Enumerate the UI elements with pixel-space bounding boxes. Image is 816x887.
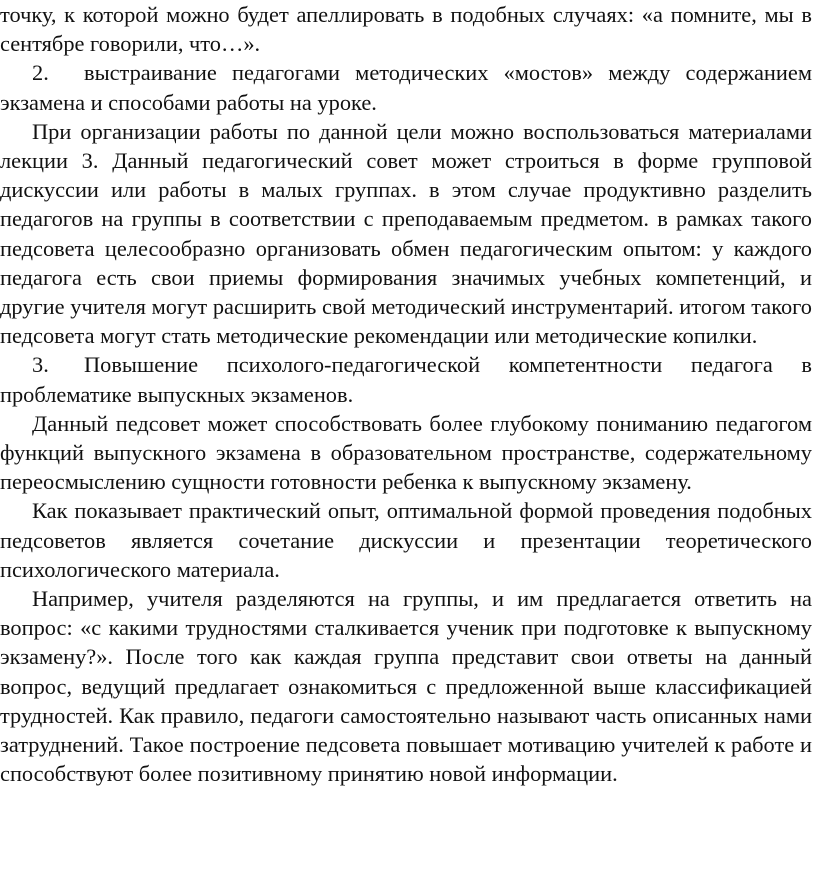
- numbered-item-2: [0, 58, 812, 116]
- list-number: 3.: [32, 352, 49, 378]
- paragraph-continuation: точку, к которой можно будет апеллировать в подобных случаях: «а помните, мы в сентябре говорили, что…».: [0, 2, 812, 57]
- paragraph-organization: При организации работы по данной цели можно воспользоваться материалами лекции 3. Данный педагогический совет может строиться в форме групповой дискуссии или работы в малых группах. в этом случае продуктивно разделить педагогов на группы в соответствии с преподаваемым предметом. в рамках такого педсовета целесообразно организовать обмен педагогическим опытом: у каждого педагога есть свои приемы формирования значимых учебных компетенций, и другие учителя могут расширить свой методический инструментарий. итогом такого педсовета могут стать методические рекомендации или методические копилки.: [0, 118, 812, 349]
- numbered-item-3: [0, 350, 812, 408]
- list-item-text: Повышение психолого-педагогической компетентности педагога в проблематике выпускных экзаменов.: [0, 352, 812, 407]
- paragraph-example: Например, учителя разделяются на группы, и им предлагается ответить на вопрос: «с какими трудностями сталкивается ученик при подготовке к выпускному экзамену?». После того как каждая группа представит свои ответы на данный вопрос, ведущий предлагает ознакомиться с предложенной выше классификацией трудностей. Как правило, педагоги самостоятельно называют часть описанных нами затруднений. Такое построение педсовета повышает мотивацию учителей к работе и способствуют более позитивному принятию новой информации.: [0, 586, 812, 787]
- paragraph-council: Данный педсовет может способствовать более глубокому пониманию педагогом функций выпускного экзамена в образовательном пространстве, содержательному переосмыслению сущности готовности ребенка к выпускному экзамену.: [0, 410, 812, 495]
- paragraph-experience: Как показывает практический опыт, оптимальной формой проведения подобных педсоветов является сочетание дискуссии и презентации теоретического психологического материала.: [0, 498, 812, 582]
- list-number: 2.: [32, 60, 49, 86]
- list-item-text: выстраивание педагогами методических «мостов» между содержанием экзамена и способами работы на уроке.: [0, 60, 812, 115]
